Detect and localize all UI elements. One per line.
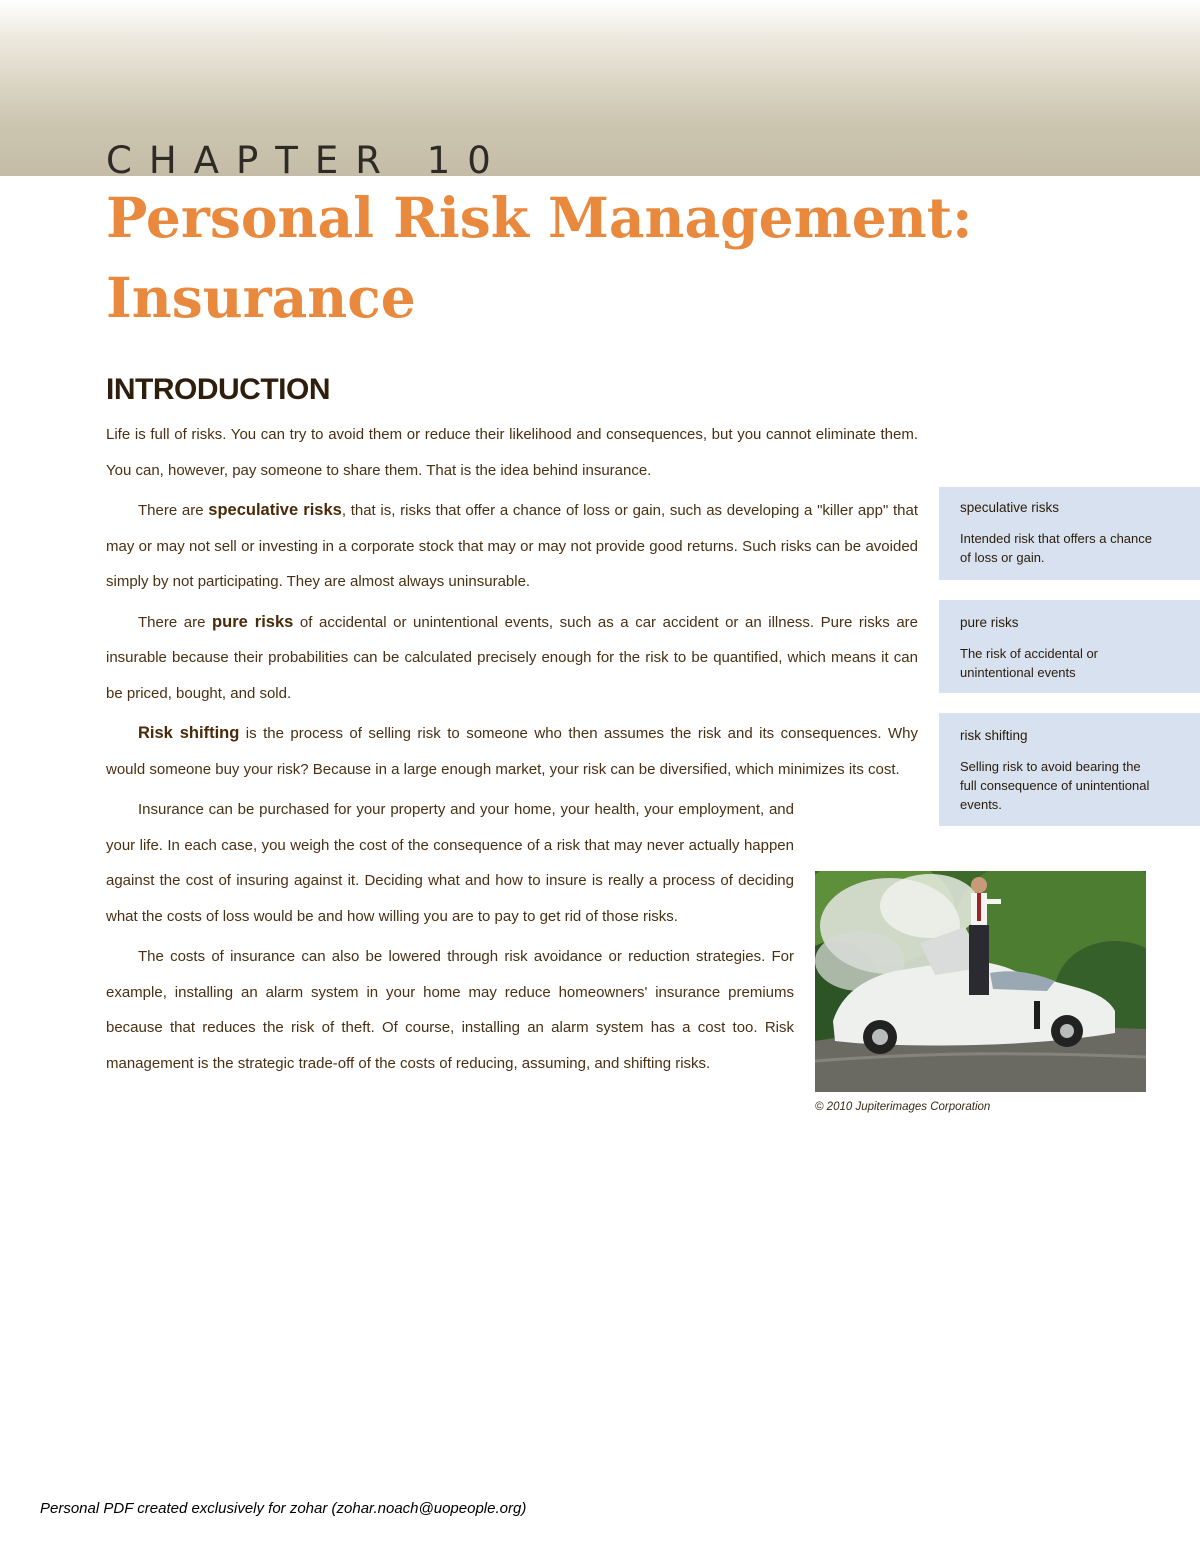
margin-definition-pure-risks bbox=[939, 600, 1200, 693]
body-text bbox=[106, 417, 918, 1086]
paragraph-insurance-purchase: Insurance can be purchased for your property and your home, your health, your employment, and your life. In each case, you weigh the cost of the consequence of a risk that may never actually happen against the cost of insuring against it. Deciding what and how to insure is really a process of deciding what the costs of loss would be and how willing you are to pay to get rid of those risks. bbox=[106, 801, 794, 925]
chapter-label: CHAPTER 10 bbox=[106, 139, 508, 182]
paragraph-text: is the process of selling risk to someone who then assumes the risk and its consequences. Why would someone buy your risk? Because in a large enough market, your risk can be diversified, which minimizes its cost. bbox=[106, 725, 919, 778]
key-term-speculative-risks: speculative risks bbox=[208, 501, 342, 519]
paragraph-pure-risks bbox=[106, 605, 918, 712]
section-heading: INTRODUCTION bbox=[106, 373, 330, 406]
paragraph-speculative-risks bbox=[106, 493, 918, 600]
paragraph-text: There are bbox=[138, 613, 213, 631]
definition-text: Intended risk that offers a chance of loss or gain. bbox=[960, 531, 1152, 565]
paragraph-risk-shifting bbox=[106, 716, 918, 787]
chapter-title: Personal Risk Management: Insurance bbox=[106, 185, 973, 330]
key-term-pure-risks: pure risks bbox=[212, 612, 294, 631]
paragraph-text: , that is, risks that offer a chance of loss or gain, such as developing a "killer app" that may or may not sell or investing in a corporate stock that may or may not provide good returns. Such risks can be avoided simply by not participating. They are almost always uninsurable. bbox=[106, 502, 919, 590]
margin-definition-speculative-risks bbox=[939, 487, 1200, 580]
paragraph-text: There are bbox=[138, 502, 209, 519]
margin-definition-risk-shifting bbox=[939, 713, 1200, 826]
photo-credit: © 2010 Jupiterimages Corporation bbox=[815, 1101, 991, 1113]
definition-term: speculative risks bbox=[960, 500, 1060, 515]
paragraph-intro: Life is full of risks. You can try to avoid them or reduce their likelihood and consequences, but you cannot eliminate them. You can, however, pay someone to share them. That is the idea behind insurance. bbox=[106, 426, 918, 479]
footer-watermark: Personal PDF created exclusively for zohar (zohar.noach@uopeople.org) bbox=[40, 1500, 527, 1517]
definition-term: risk shifting bbox=[960, 728, 1028, 743]
definition-text: The risk of accidental or unintentional events bbox=[960, 646, 1099, 680]
definition-term: pure risks bbox=[960, 615, 1019, 630]
paragraph-text: of accidental or unintentional events, such as a car accident or an illness. Pure risks are insurable because their probabilities can be calculated precisely enough for the risk to be quantified, which means it can be priced, bought, and sold. bbox=[106, 613, 919, 702]
paragraph-insurance-costs: The costs of insurance can also be lowered through risk avoidance or reduction strategies. For example, installing an alarm system in your home may reduce homeowners' insurance premiums because that reduces the risk of theft. Of course, installing an alarm system has a cost too. Risk management is the strategic trade-off of the costs of reducing, assuming, and shifting risks. bbox=[106, 948, 794, 1072]
definition-text: Selling risk to avoid bearing the full consequence of unintentional events. bbox=[960, 759, 1150, 812]
key-term-risk-shifting: Risk shifting bbox=[138, 724, 240, 742]
broken-down-car-photo bbox=[815, 871, 1146, 1092]
